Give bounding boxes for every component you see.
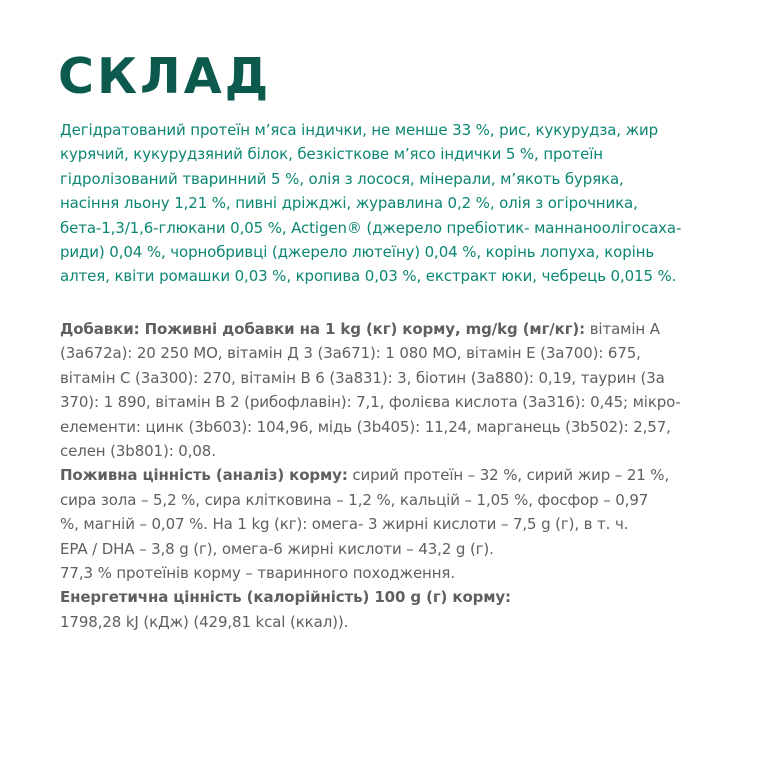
composition-line: Дегідратований протеїн м’яса індички, не менше 33 %, рис, кукурудза, жир: [60, 121, 658, 139]
energy-heading: Енергетична цінність (калорійність) 100 g (г) корму:: [60, 588, 511, 607]
nutrition-line: %, магній – 0,07 %. На 1 kg (кг): омега- 3 жирні кислоти – 7,5 g (г), в т. ч.: [60, 515, 629, 534]
nutrition-line: EPA / DHA – 3,8 g (г), омега-6 жирні кислоти – 43,2 g (г).: [60, 539, 494, 558]
additives-line: селен (3b801): 0,08.: [60, 442, 216, 461]
details-section: [60, 317, 720, 634]
nutrition-heading: Поживна цінність (аналіз) корму:: [60, 466, 348, 485]
composition-line: алтея, квіти ромашки 0,03 %, кропива 0,03 %, екстракт юки, чебрець 0,015 %.: [60, 267, 677, 286]
composition-line: бета-1,3/1,6-глюкани 0,05 %, Actigen® (джерело пребіотик- маннаноолігосаха-: [60, 218, 682, 237]
nutrition-line: 77,3 % протеїнів корму – тваринного походження.: [60, 564, 455, 583]
additives-line: вітамін С (3a300): 270, вітамін B 6 (3a831): 3, біотин (3a880): 0,19, таурин (3a: [60, 368, 665, 387]
composition-line: риди) 0,04 %, чорнобривці (джерело лютеїну) 0,04 %, корінь лопуха, корінь: [60, 243, 655, 262]
additives-line: [60, 317, 660, 341]
nutrition-text: сирий протеїн – 32 %, сирий жир – 21 %,: [347, 466, 670, 485]
additives-line: (3a672a): 20 250 МО, вітамін Д 3 (3a671): 1 080 МО, вітамін E (3a700): 675,: [60, 344, 641, 363]
composition-line: курячий, кукурудзяний білок, безкісткове м’ясо індички 5 %, протеїн: [60, 145, 603, 164]
composition-line: гідролізований тваринний 5 %, олія з лосося, мінерали, м’якоть буряка,: [60, 169, 624, 188]
composition-line: насіння льону 1,21 %, пивні дріжджі, журавлина 0,2 %, олія з огірочника,: [60, 194, 638, 213]
nutrition-line: [60, 463, 669, 487]
nutrition-line: сира зола – 5,2 %, сира клітковина – 1,2 %, кальцій – 1,05 %, фосфор – 0,97: [60, 490, 649, 509]
page-title: СКЛАД: [58, 48, 272, 105]
additives-line: 370): 1 890, вітамін B 2 (рибофлавін): 7,1, фолієва кислота (3a316): 0,45; мікро-: [60, 393, 681, 412]
additives-text: вітамін A: [585, 320, 660, 338]
additives-line: елементи: цинк (3b603): 104,96, мідь (3b405): 11,24, марганець (3b502): 2,57,: [60, 417, 671, 436]
additives-heading: Добавки: Поживні добавки на 1 kg (кг) корму, mg/kg (мг/кг):: [60, 320, 586, 338]
energy-value: 1798,28 kJ (кДж) (429,81 kcal (ккал)).: [60, 612, 349, 631]
composition-text: [60, 118, 720, 289]
